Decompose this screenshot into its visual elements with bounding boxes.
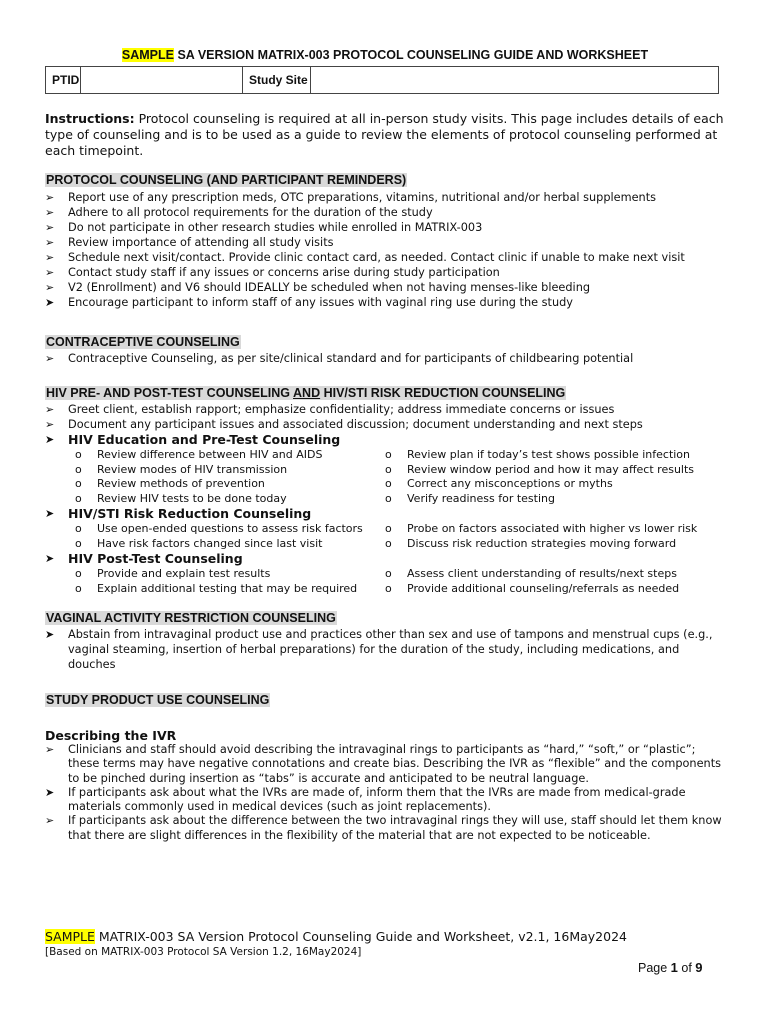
product-subheading: Describing the IVR xyxy=(45,728,177,743)
circle-bullet-icon: o xyxy=(385,491,392,505)
ptid-label: PTID xyxy=(46,67,81,93)
list-item: ➤ Abstain from intravaginal product use and practices other than sex and use of tampons and menstrual cups (e.g., vaginal steaming, insertion of herbal preparations) for the duration of the study, including medications, and douches xyxy=(45,628,713,671)
list-item: o Review methods of prevention xyxy=(75,477,265,490)
circle-bullet-icon: o xyxy=(385,567,392,580)
list-item: ➢ Do not participate in other research studies while enrolled in MATRIX-003 xyxy=(45,221,483,234)
contraceptive-heading: CONTRACEPTIVE COUNSELING xyxy=(46,335,240,349)
list-item: ➢ Contact study staff if any issues or concerns arise during study participation xyxy=(45,266,500,279)
arrow-bullet-icon: ➢ xyxy=(45,418,55,431)
id-table xyxy=(45,66,719,94)
arrow-bullet-icon: ➤ xyxy=(45,296,55,309)
list-item: o Review HIV tests to be done today xyxy=(75,491,287,505)
list-item: ➢ Document any participant issues and associated discussion; document understanding and next steps xyxy=(45,418,643,431)
product-heading: STUDY PRODUCT USE COUNSELING xyxy=(46,693,270,707)
arrow-bullet-icon: ➢ xyxy=(45,251,55,264)
arrow-bullet-icon: ➤ xyxy=(45,628,55,641)
arrow-bullet-icon: ➢ xyxy=(45,743,55,756)
circle-bullet-icon: o xyxy=(385,462,392,476)
arrow-bullet-icon: ➤ xyxy=(45,507,55,520)
circle-bullet-icon: o xyxy=(385,477,392,490)
circle-bullet-icon: o xyxy=(75,581,82,595)
hiv-risk-columns xyxy=(45,522,735,551)
page-number: Page 1 of 9 xyxy=(638,960,703,975)
page-title: SAMPLE SA VERSION MATRIX-003 PROTOCOL COUNSELING GUIDE AND WORKSHEET xyxy=(121,48,649,62)
circle-bullet-icon: o xyxy=(75,567,82,580)
list-item: ➢ Review importance of attending all study visits xyxy=(45,236,334,249)
arrow-bullet-icon: ➢ xyxy=(45,281,55,294)
protocol-list xyxy=(45,190,735,310)
circle-bullet-icon: o xyxy=(75,462,82,476)
circle-bullet-icon: o xyxy=(75,522,82,535)
list-item: ➢ Adhere to all protocol requirements for the duration of the study xyxy=(45,206,433,219)
arrow-bullet-icon: ➢ xyxy=(45,221,55,234)
list-item: o Correct any misconceptions or myths xyxy=(385,477,613,490)
circle-bullet-icon: o xyxy=(385,522,392,535)
arrow-bullet-icon: ➢ xyxy=(45,403,55,416)
list-item: ➢ Schedule next visit/contact. Provide clinic contact card, as needed. Contact clinic if unable to make next visit xyxy=(45,251,685,264)
list-item: o Discuss risk reduction strategies moving forward xyxy=(385,536,677,550)
hiv-post-test-heading: ➤ HIV Post-Test Counseling xyxy=(45,551,243,566)
instructions: Instructions: Protocol counseling is required at all in-person study visits. This page includes details of each type of counseling and is to be used as a guide to review the elements of protocol counseling performed at each timepoint. xyxy=(45,111,724,158)
list-item: o Provide and explain test results xyxy=(75,567,271,580)
sample-highlight: SAMPLE xyxy=(121,48,174,62)
hiv-education-heading: ➤ HIV Education and Pre-Test Counseling xyxy=(45,432,341,447)
arrow-bullet-icon: ➤ xyxy=(45,785,55,799)
footer-title: SAMPLE MATRIX-003 SA Version Protocol Counseling Guide and Worksheet, v2.1, 16May2024 xyxy=(45,929,627,944)
study-site-label: Study Site xyxy=(243,67,311,93)
list-item: ➢ Report use of any prescription meds, OTC preparations, vitamins, nutritional and/or herbal supplements xyxy=(45,191,657,204)
circle-bullet-icon: o xyxy=(75,491,82,505)
vaginal-list xyxy=(45,627,725,672)
circle-bullet-icon: o xyxy=(385,448,392,461)
list-item: o Review difference between HIV and AIDS xyxy=(75,448,323,461)
vaginal-heading: VAGINAL ACTIVITY RESTRICTION COUNSELING xyxy=(46,611,336,625)
arrow-bullet-icon: ➤ xyxy=(45,552,55,565)
list-item: ➢ V2 (Enrollment) and V6 should IDEALLY be scheduled when not having menses-like bleeding xyxy=(45,281,591,294)
hiv-list xyxy=(45,402,735,596)
circle-bullet-icon: o xyxy=(385,536,392,550)
list-item: o Explain additional testing that may be required xyxy=(75,581,358,595)
arrow-bullet-icon: ➤ xyxy=(45,433,55,446)
arrow-bullet-icon: ➢ xyxy=(45,191,55,204)
footer-basis: [Based on MATRIX-003 Protocol SA Version 1.2, 16May2024] xyxy=(45,946,362,958)
arrow-bullet-icon: ➢ xyxy=(45,352,55,365)
arrow-bullet-icon: ➢ xyxy=(45,814,55,828)
hiv-post-test-columns xyxy=(45,567,735,596)
list-item: ➢ Greet client, establish rapport; emphasize confidentiality; address immediate concerns or issues xyxy=(45,403,615,416)
list-item: o Review window period and how it may affect results xyxy=(385,462,695,476)
list-item: ➤ Encourage participant to inform staff of any issues with vaginal ring use during the study xyxy=(45,296,573,309)
circle-bullet-icon: o xyxy=(75,536,82,550)
arrow-bullet-icon: ➢ xyxy=(45,236,55,249)
list-item: o Review plan if today’s test shows possible infection xyxy=(385,448,691,461)
list-item: o Probe on factors associated with higher vs lower risk xyxy=(385,522,698,535)
contraceptive-list xyxy=(45,351,735,366)
circle-bullet-icon: o xyxy=(75,448,82,461)
ptid-field[interactable] xyxy=(81,67,243,93)
list-item: ➢ If participants ask about the difference between the two intravaginal rings they will use, staff should let them know that there are slight differences in the flexibility of the material that are not expected to be noticeable. xyxy=(45,814,722,842)
protocol-heading: PROTOCOL COUNSELING (AND PARTICIPANT REMINDERS) xyxy=(46,173,407,187)
list-item: ➤ If participants ask about what the IVRs are made of, inform them that the IVRs are made from medical-grade materials commonly used in medical devices (such as joint replacements). xyxy=(45,785,686,814)
list-item: o Provide additional counseling/referrals as needed xyxy=(385,581,680,595)
list-item: o Assess client understanding of results/next steps xyxy=(385,567,677,580)
hiv-risk-heading: ➤ HIV/STI Risk Reduction Counseling xyxy=(45,506,312,521)
list-item: ➢ Clinicians and staff should avoid describing the intravaginal rings to participants as “hard,” “soft,” or “plastic”; these terms may have negative connotations and create bias. Describing the IVR as “flexible” and the components to be pinched during insertion as “tabs” is accurate and anticipated to be neutral language. xyxy=(45,743,722,785)
arrow-bullet-icon: ➢ xyxy=(45,206,55,219)
sample-highlight: SAMPLE xyxy=(45,929,95,944)
list-item: o Verify readiness for testing xyxy=(385,491,555,505)
hiv-heading: HIV PRE- AND POST-TEST COUNSELING AND HIV/STI RISK REDUCTION COUNSELING xyxy=(46,386,566,400)
study-site-field[interactable] xyxy=(311,67,718,93)
arrow-bullet-icon: ➢ xyxy=(45,266,55,279)
list-item: o Have risk factors changed since last visit xyxy=(75,536,323,550)
list-item: ➢ Contraceptive Counseling, as per site/clinical standard and for participants of childbearing potential xyxy=(45,352,634,365)
hiv-education-columns xyxy=(45,448,735,506)
circle-bullet-icon: o xyxy=(385,581,392,595)
product-list xyxy=(45,743,727,843)
list-item: o Use open-ended questions to assess risk factors xyxy=(75,522,363,535)
circle-bullet-icon: o xyxy=(75,477,82,490)
list-item: o Review modes of HIV transmission xyxy=(75,462,288,476)
